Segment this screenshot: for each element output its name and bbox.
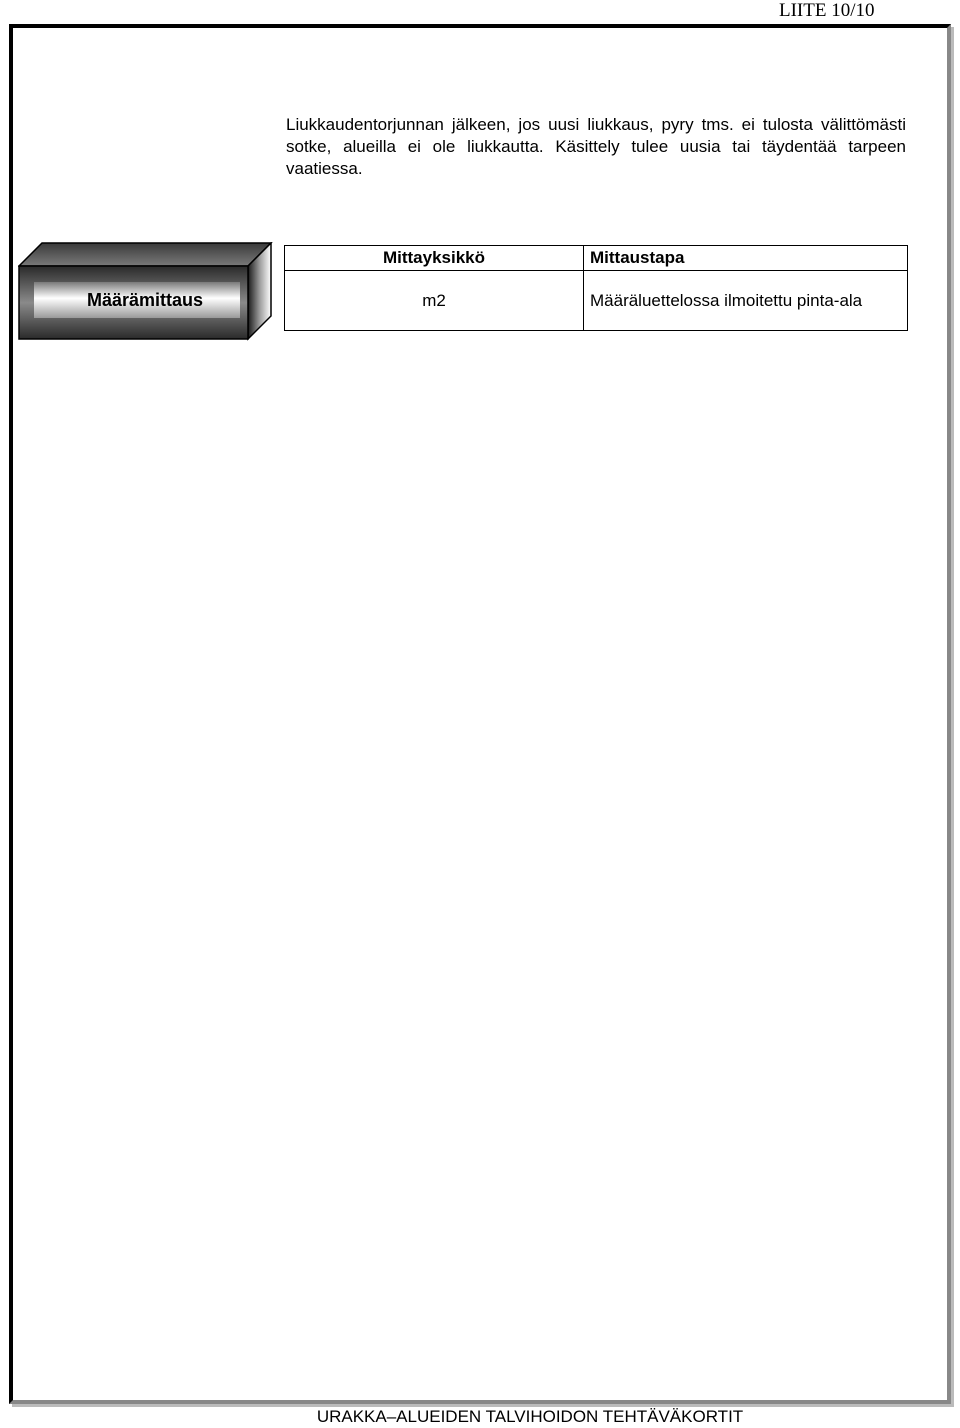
table-row	[285, 271, 908, 331]
page-frame	[9, 24, 951, 1404]
page-footer: URAKKA–ALUEIDEN TALVIHOIDON TEHTÄVÄKORTIT	[316, 1407, 744, 1426]
table-header-row	[285, 246, 908, 271]
cell-unit: m2	[285, 271, 584, 331]
measurement-table	[284, 245, 908, 331]
section-box	[18, 242, 274, 342]
column-header-method: Mittaustapa	[584, 246, 908, 271]
intro-paragraph: Liukkaudentorjunnan jälkeen, jos uusi liukkaus, pyry tms. ei tulosta välittömästi sotke, alueilla ei ole liukkautta. Käsittely tulee uusia tai täydentää tarpeen vaatiessa.	[286, 115, 906, 178]
cell-method: Määräluettelossa ilmoitettu pinta-ala	[584, 271, 908, 331]
column-header-unit: Mittayksikkö	[285, 246, 584, 271]
page-number: LIITE 10/10	[779, 0, 875, 21]
section-box-label: Määrämittaus	[86, 290, 204, 310]
